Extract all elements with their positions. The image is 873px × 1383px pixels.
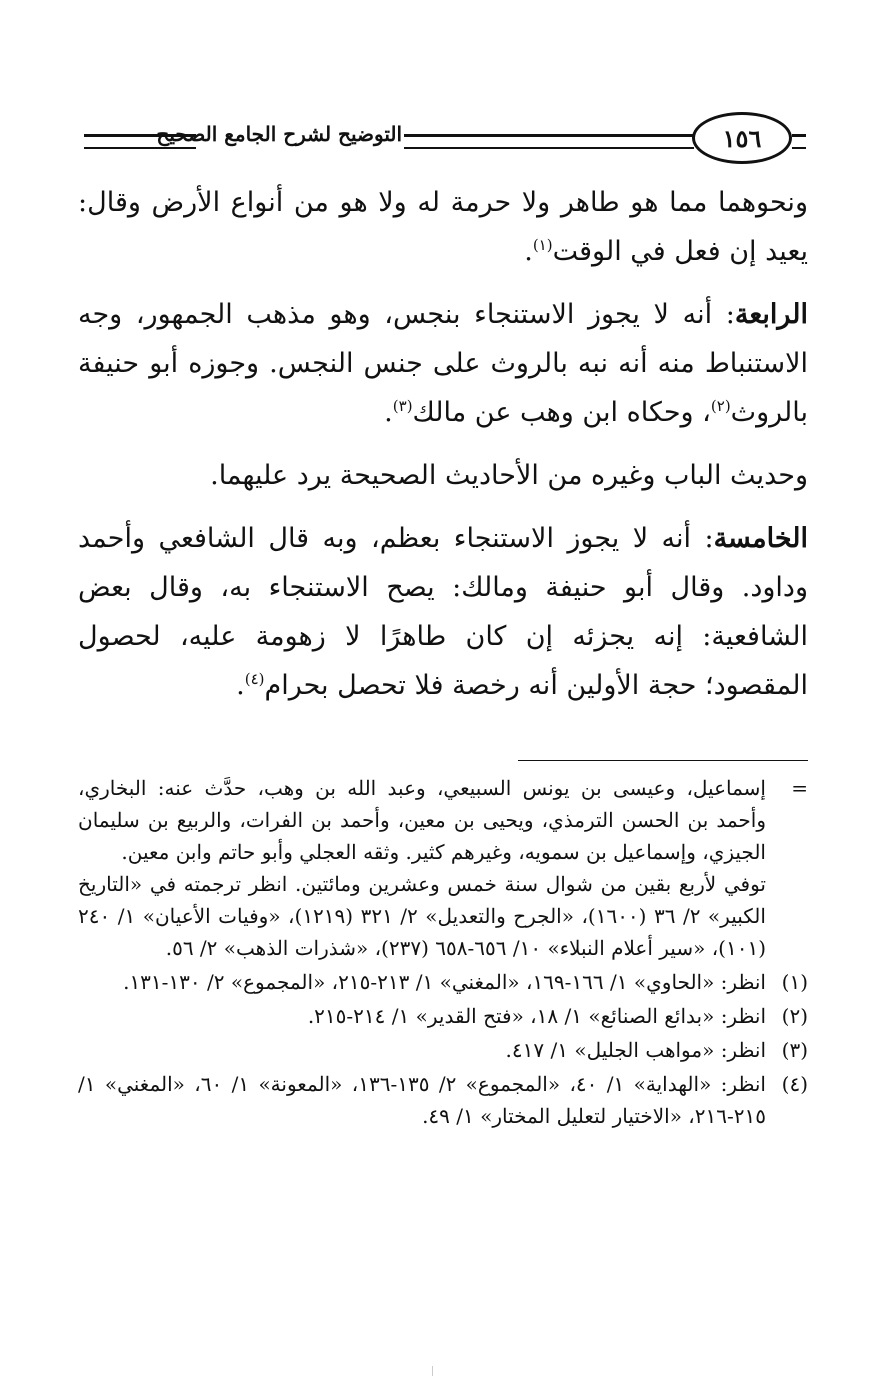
footnote-separator [518,760,808,761]
header-rule-middle [404,134,694,149]
footnote-1-text: انظر: «الحاوي» ١/ ١٦٦-١٦٩، «المغني» ١/ ٢١٣-٢١٥، «المجموع» ٢/ ١٣٠-١٣١. [123,970,766,994]
page-header [72,112,807,172]
footnote-continuation-p1: إسماعيل، وعيسى بن يونس السبيعي، وعبد الله بن وهب، حدَّث عنه: البخاري، وأحمد بن الحسن الترمذي، ويحيى بن معين، وأحمد بن الفرات، والربيع بن سليمان الجيزي، وإسماعيل بن سمويه، وغيرهم كثير. وثقه العجلي وأبو حاتم وابن معين. [78,776,766,864]
paragraph-1-text: ونحوهما مما هو طاهر ولا حرمة له ولا هو من أنواع الأرض وقال: يعيد إن فعل في الوقت [78,187,808,267]
page-number-frame [692,112,792,164]
footnote-ref-1: (١) [532,236,553,254]
paragraph-1 [78,178,808,276]
footnote-3 [78,1034,808,1066]
paragraph-4 [78,514,808,710]
paragraph-2 [78,290,808,437]
main-text [78,178,808,724]
footnote-2-mark: (٢) [781,1004,808,1028]
footnote-3-mark: (٣) [781,1038,808,1062]
paragraph-2-end: . [384,397,393,428]
footnote-ref-3: (٣) [392,397,413,415]
paragraph-3: وحديث الباب وغيره من الأحاديث الصحيحة يرد عليهما. [210,460,808,491]
header-rule-right [792,134,806,149]
footnote-2 [78,1000,808,1032]
footnote-4-mark: (٤) [781,1072,808,1096]
paragraph-2-text-a: : أنه لا يجوز الاستنجاء بنجس، وهو مذهب الجمهور، وجه الاستنباط منه أنه نبه بالروث على جنس النجس. وجوزه أبو حنيفة بالروث [78,299,808,428]
scan-mark [432,1366,433,1376]
paragraph-1-end: . [524,236,533,267]
footnote-ref-4: (٤) [244,670,265,688]
footnote-2-text: انظر: «بدائع الصنائع» ١/ ١٨، «فتح القدير» ١/ ٢١٤-٢١٥. [307,1004,766,1028]
paragraph-2-text-b: ، وحكاه ابن وهب عن مالك [412,397,711,428]
page-number: ١٥٦ [722,123,762,153]
paragraph-4-text: : أنه لا يجوز الاستنجاء بعظم، وبه قال الشافعي وأحمد وداود. وقال أبو حنيفة ومالك: يصح الاستنجاء به، وقال بعض الشافعية: إنه يجزئه إن كان طاهرًا لا زهومة عليه، لحصول المقصود؛ حجة الأولين أنه رخصة فلا تحصل بحرام [78,523,808,701]
footnote-continuation [78,772,808,964]
footnote-1 [78,966,808,998]
footnote-4-text: انظر: «الهداية» ١/ ٤٠، «المجموع» ٢/ ١٣٥-١٣٦، «المعونة» ١/ ٦٠، «المغني» ١/ ٢١٥-٢١٦، «الاختيار لتعليل المختار» ١/ ٤٩. [78,1072,766,1128]
footnote-continuation-text [78,772,766,964]
paragraph-2-lead: الرابعة [734,299,808,330]
footnote-3-text: انظر: «مواهب الجليل» ١/ ٤١٧. [505,1038,766,1062]
continuation-mark: = [791,776,808,800]
footnote-4 [78,1068,808,1132]
footnote-1-mark: (١) [781,970,808,994]
footnote-continuation-p2: توفي لأربع بقين من شوال سنة خمس وعشرين ومائتين. انظر ترجمته في «التاريخ الكبير» ٢/ ٣٦ (١٦٠٠)، «الجرح والتعديل» ٢/ ٣٢١ (١٢١٩)، «وفيات الأعيان» ١/ ٢٤٠ (١٠١)، «سير أعلام النبلاء» ١٠/ ٦٥٦-٦٥٨ (٢٣٧)، «شذرات الذهب» ٢/ ٥٦. [78,872,766,960]
footnote-ref-2: (٢) [710,397,731,415]
running-title: التوضيح لشرح الجامع الصحيح [156,122,402,146]
footnotes [78,772,808,1134]
paragraph-4-end: . [236,670,245,701]
paragraph-4-lead: الخامسة [713,523,808,554]
